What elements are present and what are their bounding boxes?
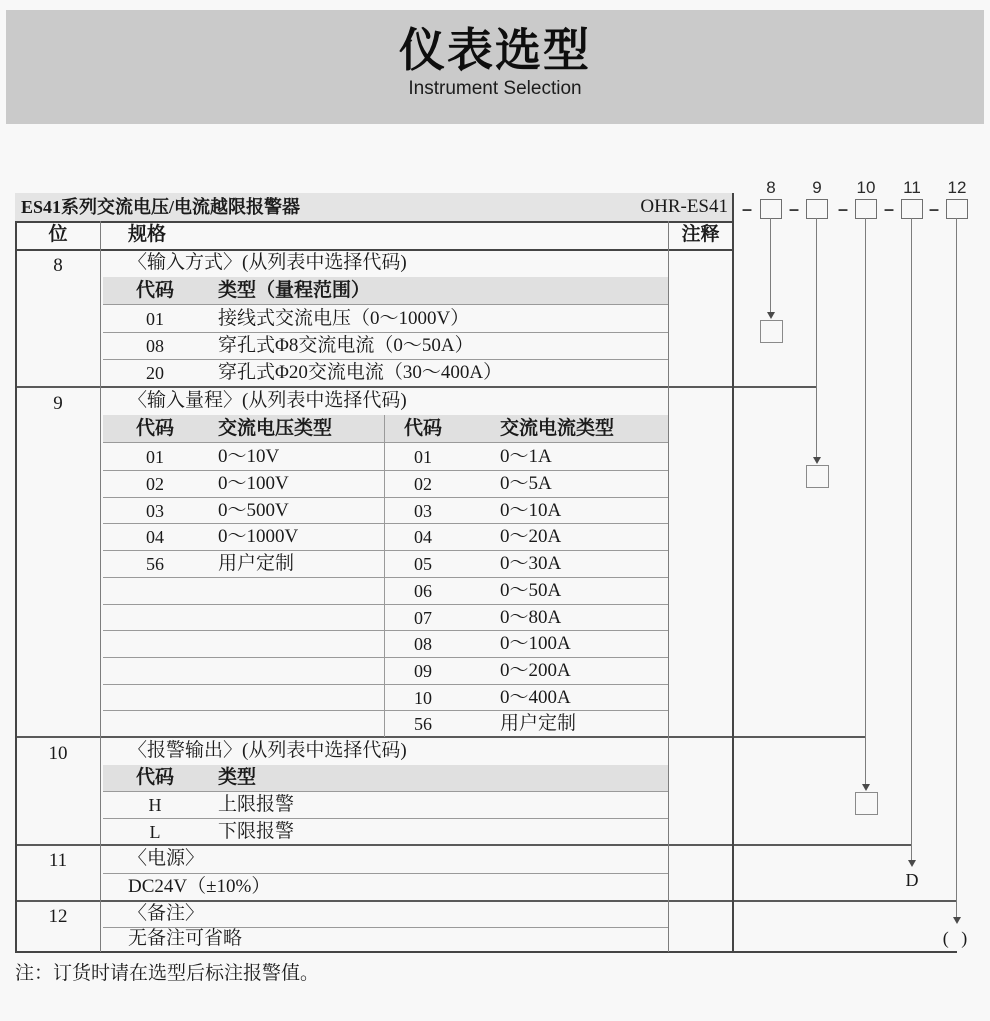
divider xyxy=(668,221,669,952)
dash-connector: – xyxy=(838,199,849,219)
code-box-11 xyxy=(901,199,923,219)
s9-right-type: 0～20A xyxy=(500,526,562,547)
s9-right-type: 用户定制 xyxy=(500,713,577,734)
arrow-down-icon xyxy=(953,917,961,924)
s9-right-type: 0～5A xyxy=(500,473,552,494)
footnote: 注：订货时请在选型后标注报警值。 xyxy=(15,963,320,984)
arrow-down-icon xyxy=(813,457,821,464)
code-box-10 xyxy=(855,199,877,219)
answer-box-9 xyxy=(806,465,829,488)
table-header-bar xyxy=(15,193,733,221)
drop-line-11 xyxy=(911,218,912,860)
s9-left-type: 0～500V xyxy=(218,500,289,521)
s9-left-code: 04 xyxy=(146,527,164,547)
s9-left-code: 03 xyxy=(146,501,164,521)
s9-left-code: 01 xyxy=(146,447,164,467)
s9-left-type: 0～100V xyxy=(218,473,289,494)
remark-paren-label: ( ) xyxy=(942,928,972,948)
code-box-9 xyxy=(806,199,828,219)
drop-line-9 xyxy=(816,218,817,457)
s9-left-type: 用户定制 xyxy=(218,553,295,574)
model-code: OHR-ES41 xyxy=(640,196,728,217)
code-box-12 xyxy=(946,199,968,219)
s9-left-type: 0～10V xyxy=(218,446,280,467)
page-banner xyxy=(6,10,984,124)
digit-10: 10 xyxy=(856,178,876,197)
divider xyxy=(15,221,733,223)
s10-h-code: 代码 xyxy=(135,767,174,788)
s9-right-code: 56 xyxy=(414,714,432,734)
s12-value: 无备注可省略 xyxy=(128,928,243,949)
s8-row-code: 01 xyxy=(146,309,164,329)
s8-row-type: 穿孔式Φ8交流电流（0～50A） xyxy=(218,335,474,356)
s9-right-code: 09 xyxy=(414,661,432,681)
s8-row-type: 穿孔式Φ20交流电流（30～400A） xyxy=(218,362,503,383)
s8-h-type: 类型（量程范围） xyxy=(218,280,371,301)
s9-right-type: 0～200A xyxy=(500,660,571,681)
product-name: ES41系列交流电压/电流越限报警器 xyxy=(21,197,301,217)
s9-h-type-left: 交流电压类型 xyxy=(218,418,333,439)
col-header-note: 注释 xyxy=(681,224,720,245)
s9-right-type: 0～10A xyxy=(500,500,562,521)
s9-h-code-right: 代码 xyxy=(403,418,442,439)
table-right-border xyxy=(732,193,734,952)
s9-h-code-left: 代码 xyxy=(135,418,174,439)
drop-line-8 xyxy=(770,218,771,312)
col-header-spec: 规格 xyxy=(128,224,167,245)
page-title: 仪表选型 xyxy=(399,24,591,76)
s9-right-type: 0～30A xyxy=(500,553,562,574)
table-left-border xyxy=(15,221,17,952)
s9-right-type: 0～100A xyxy=(500,633,571,654)
s11-pos: 11 xyxy=(48,850,68,871)
s9-title: 〈输入量程〉(从列表中选择代码) xyxy=(128,390,407,411)
dash-connector: – xyxy=(789,199,800,219)
dash-connector: – xyxy=(884,199,895,219)
divider xyxy=(100,221,101,952)
s10-title: 〈报警输出〉(从列表中选择代码) xyxy=(128,740,407,761)
s8-row-code: 20 xyxy=(146,363,164,383)
digit-12: 12 xyxy=(947,178,967,197)
s10-pos: 10 xyxy=(48,743,68,764)
s9-left-code: 02 xyxy=(146,474,164,494)
s9-right-code: 07 xyxy=(414,608,432,628)
s12-title: 〈备注〉 xyxy=(128,903,205,924)
answer-box-10 xyxy=(855,792,878,815)
col-header-pos: 位 xyxy=(48,224,68,245)
digit-9: 9 xyxy=(812,178,822,197)
drop-line-12 xyxy=(956,218,957,917)
s9-right-code: 04 xyxy=(414,527,432,547)
answer-box-8 xyxy=(760,320,783,343)
digit-11: 11 xyxy=(903,178,921,197)
s9-right-type: 0～400A xyxy=(500,687,571,708)
s9-right-code: 03 xyxy=(414,501,432,521)
arrow-down-icon xyxy=(767,312,775,319)
power-code-label: D xyxy=(905,870,919,890)
s11-title: 〈电源〉 xyxy=(128,848,205,869)
code-box-8 xyxy=(760,199,782,219)
s10-row-code: L xyxy=(149,822,161,842)
s9-right-code: 05 xyxy=(414,554,432,574)
s9-left-code: 56 xyxy=(146,554,164,574)
s9-h-type-right: 交流电流类型 xyxy=(500,418,615,439)
s9-right-code: 01 xyxy=(414,447,432,467)
s8-h-code: 代码 xyxy=(135,280,174,301)
arrow-down-icon xyxy=(862,784,870,791)
s9-pos: 9 xyxy=(53,393,63,414)
s10-row-type: 上限报警 xyxy=(218,794,295,815)
dash-connector: – xyxy=(742,199,753,219)
s8-row-type: 接线式交流电压（0～1000V） xyxy=(218,308,470,329)
s9-right-type: 0～1A xyxy=(500,446,552,467)
s10-row-type: 下限报警 xyxy=(218,821,295,842)
s9-right-type: 0～50A xyxy=(500,580,562,601)
s9-right-code: 10 xyxy=(414,688,432,708)
page-subtitle: Instrument Selection xyxy=(408,78,582,99)
s9-right-code: 06 xyxy=(414,581,432,601)
dash-connector: – xyxy=(929,199,940,219)
drop-line-10 xyxy=(865,218,866,784)
s9-right-type: 0～80A xyxy=(500,607,562,628)
s12-pos: 12 xyxy=(48,906,68,927)
digit-8: 8 xyxy=(766,178,776,197)
s9-right-code: 08 xyxy=(414,634,432,654)
s9-left-type: 0～1000V xyxy=(218,526,299,547)
s9-right-code: 02 xyxy=(414,474,432,494)
s8-pos: 8 xyxy=(53,255,63,276)
s8-title: 〈输入方式〉(从列表中选择代码) xyxy=(128,252,407,273)
s10-h-type: 类型 xyxy=(218,767,257,788)
s11-value: DC24V（±10%） xyxy=(128,876,271,897)
s8-row-code: 08 xyxy=(146,336,164,356)
s10-row-code: H xyxy=(148,795,162,815)
